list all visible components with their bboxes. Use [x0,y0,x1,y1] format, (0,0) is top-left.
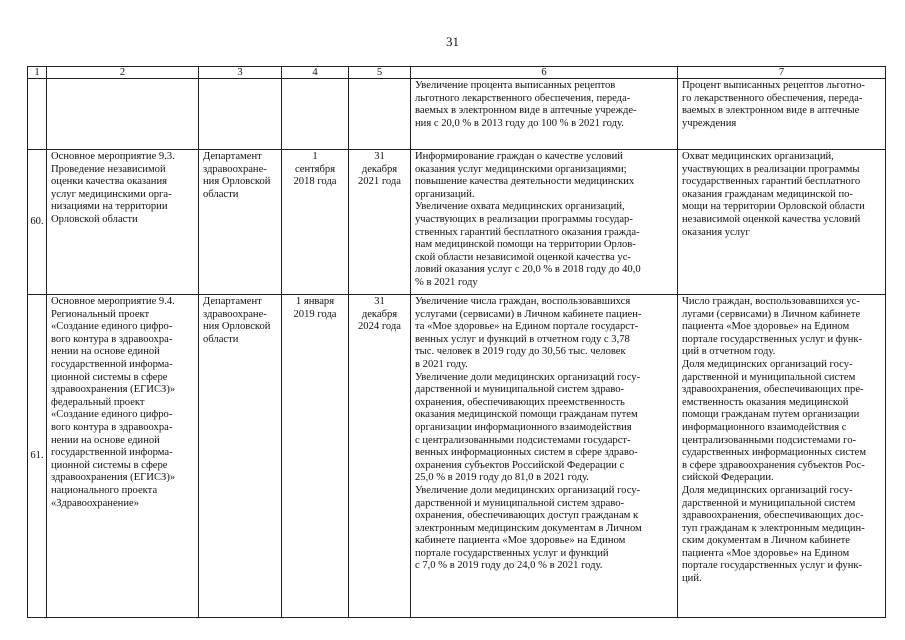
measure-name-cell [47,295,199,618]
expected-result: Увеличение процента выписанных рецептов льготного лекарственного обеспечения, переда- ваемых в электронном виде в аптечные учрежде- ния с 20,0 % в 2013 году до 100 % в 2021 году. [415,80,637,129]
expected-result: Информирование граждан о качестве условий оказания услуг медицинскими организациями; повышение качества деятельности медицинских организаций. Увеличение охвата медицинских организаций, участвующих в реализации программы государ- ственных гарантий бесплатного оказания гражда- нам медицинской помощи на территории Орлов- ской области независимой оценкой качества ус- ловий оказания услуг с 20,0 % в 2018 году до 40,0 % в 2021 году [415,151,641,288]
start-date-cell [282,295,349,618]
column-header-7: 7 [678,67,886,79]
column-header-2: 2 [47,67,199,79]
indicator-cell [678,295,886,618]
end-date: 31 декабря 2024 года [357,296,401,333]
row-number-cell [28,150,47,295]
header-row [28,67,886,79]
table-row-60 [28,150,886,295]
row-number-cell [28,295,47,618]
end-date-cell [349,79,411,150]
measure-name-cell [47,150,199,295]
indicator-cell [678,79,886,150]
executor-cell [199,150,282,295]
measures-table [27,66,886,618]
expected-result: Увеличение числа граждан, воспользовавшихся услугами (сервисами) в Личном кабинете пациен- та «Мое здоровье» на Едином портале государст- венных услуг и функций в отчетном году с 3,78 тыс. человек в 2019 году до 30,56 тыс. человек в 2021 году. Увеличение доли медицинских организаций госу- дарственной и муниципальной систем здраво- охранения, обеспечивающих преемственность оказания медицинской помощи гражданам путем организации информационного взаимодействия с централизованными подсистемами государст- венных информационных систем в сфере здраво- охранения субъектов Российской Федерации с 25,0 % в 2019 году до 81,0 в 2021 году. Увеличение доли медицинских организаций госу- дарственной и муниципальной систем здраво- охранения, обеспечивающих доступ гражданам к электронным медицинским документам в Личном кабинете пациента «Мое здоровье» на Едином портале государственных услуг и функций с 7,0 % в 2019 году до 24,0 % в 2021 году. [415,296,642,572]
measure-name: Основное мероприятие 9.3. Проведение независимой оценки качества оказания услуг медицинскими орга- низациями на территории Орловской области [51,151,175,225]
end-date-cell [349,295,411,618]
start-date-cell [282,79,349,150]
row-number: 60. [30,215,44,227]
row-number: 61. [30,449,44,461]
column-header-1: 1 [28,67,47,79]
expected-result-cell [411,150,678,295]
expected-result-cell [411,295,678,618]
table-row-61 [28,295,886,618]
indicator: Охват медицинских организаций, участвующих в реализации программы государственных гарантий бесплатного оказания гражданам медицинской по- мощи на территории Орловской области независимой оценкой качества условий оказания услуг [682,151,865,238]
start-date: 1 января 2019 года [293,296,337,320]
executor: Департамент здравоохране- ния Орловской области [203,296,271,345]
row-number-cell [28,79,47,150]
page-number: 31 [446,34,459,49]
indicator: Процент выписанных рецептов льготно- го лекарственного обеспечения, переда- ваемых в электронном виде в аптечные учреждения [682,80,865,129]
column-header-4: 4 [282,67,349,79]
executor-cell [199,79,282,150]
table-row-continuation [28,79,886,150]
start-date-cell [282,150,349,295]
measure-name-cell [47,79,199,150]
column-header-3: 3 [199,67,282,79]
executor: Департамент здравоохране- ния Орловской области [203,151,271,200]
indicator: Число граждан, воспользовавшихся ус- лугами (сервисами) в Личном кабинете пациента «Мое здоровье» на Едином портале государственных услуг и функ- ций в отчетном году. Доля медицинских организаций госу- дарственной и муниципальной систем здравоохранения, обеспечивающих пре- емственность оказания медицинской помощи гражданам путем организации информационного взаимодействия с централизованными подсистемами го- сударственных информационных систем в сфере здравоохранения субъектов Рос- сийской Федерации. Доля медицинских организаций госу- дарственной и муниципальной систем здравоохранения, обеспечивающих дос- туп гражданам к электронным медицин- ским документам в Личном кабинете пациента «Мое здоровье» на Едином портале государственных услуг и функ- ций. [682,296,867,585]
end-date: 31 декабря 2021 года [357,151,401,188]
end-date-cell [349,150,411,295]
expected-result-cell [411,79,678,150]
measure-name: Основное мероприятие 9.4. Региональный проект «Создание единого цифро- вого контура в здравоохра- нении на основе единой государственной информа- ционной системы в сфере здравоохранения (ЕГИСЗ)» федеральный проект «Создание единого цифро- вого контура в здравоохра- нении на основе единой государственной информа- ционной системы в сфере здравоохранения (ЕГИСЗ)» национального проекта «Здравоохранение» [51,296,176,509]
executor-cell [199,295,282,618]
column-header-6: 6 [411,67,678,79]
indicator-cell [678,150,886,295]
start-date: 1 сентября 2018 года [293,151,337,188]
column-header-5: 5 [349,67,411,79]
